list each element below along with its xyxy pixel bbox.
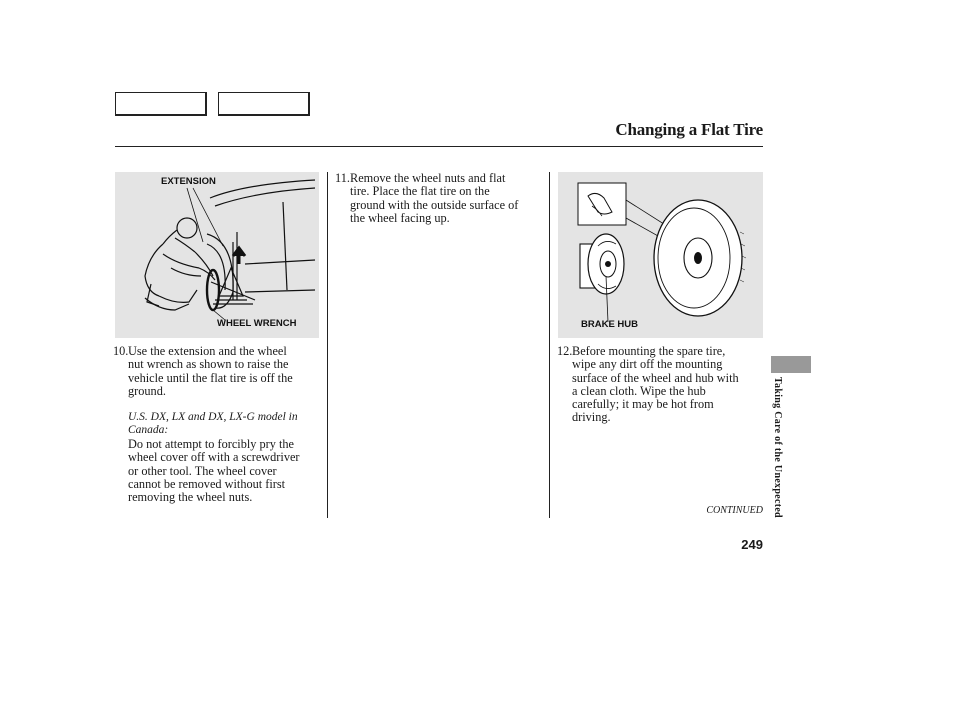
step-text: Before mounting the spare tire, wipe any dirt off the mounting surface of the wheel and hub with a clean cloth. Wipe the hub carefully; it may be hot from driving. (572, 344, 739, 425)
step-number: 10. (113, 344, 129, 358)
callout-brake-hub: BRAKE HUB (581, 319, 638, 330)
jacking-drawing (115, 172, 319, 338)
brake-hub-illustration (558, 172, 763, 338)
nav-button-2[interactable] (218, 92, 310, 116)
section-tab[interactable] (771, 356, 811, 373)
continued-label: CONTINUED (706, 505, 763, 516)
callout-wheel-wrench: WHEEL WRENCH (217, 318, 297, 329)
step-text: Use the extension and the wheel nut wrench as shown to raise the vehicle until the flat tire is off the ground. (128, 344, 293, 398)
brake-hub-drawing (558, 172, 763, 338)
note-heading: U.S. DX, LX and DX, LX-G model in Canada: (128, 411, 298, 436)
page-number: 249 (741, 537, 763, 552)
nav-button-1[interactable] (115, 92, 207, 116)
column-divider-2 (549, 172, 550, 518)
page-title: Changing a Flat Tire (615, 120, 763, 139)
callout-extension: EXTENSION (161, 176, 216, 187)
step-number: 12. (557, 344, 573, 358)
header-rule (115, 146, 763, 147)
step-text: Remove the wheel nuts and flat tire. Place the flat tire on the ground with the outside surface of the wheel facing up. (350, 171, 519, 225)
column-divider-1 (327, 172, 328, 518)
note-body: Do not attempt to forcibly pry the wheel cover off with a screwdriver or other tool. The wheel cover cannot be removed without first removing the wheel nuts. (128, 437, 300, 505)
section-label: Taking Care of the Unexpected (772, 377, 783, 518)
jacking-illustration (115, 172, 319, 338)
step-number: 11. (335, 171, 350, 185)
